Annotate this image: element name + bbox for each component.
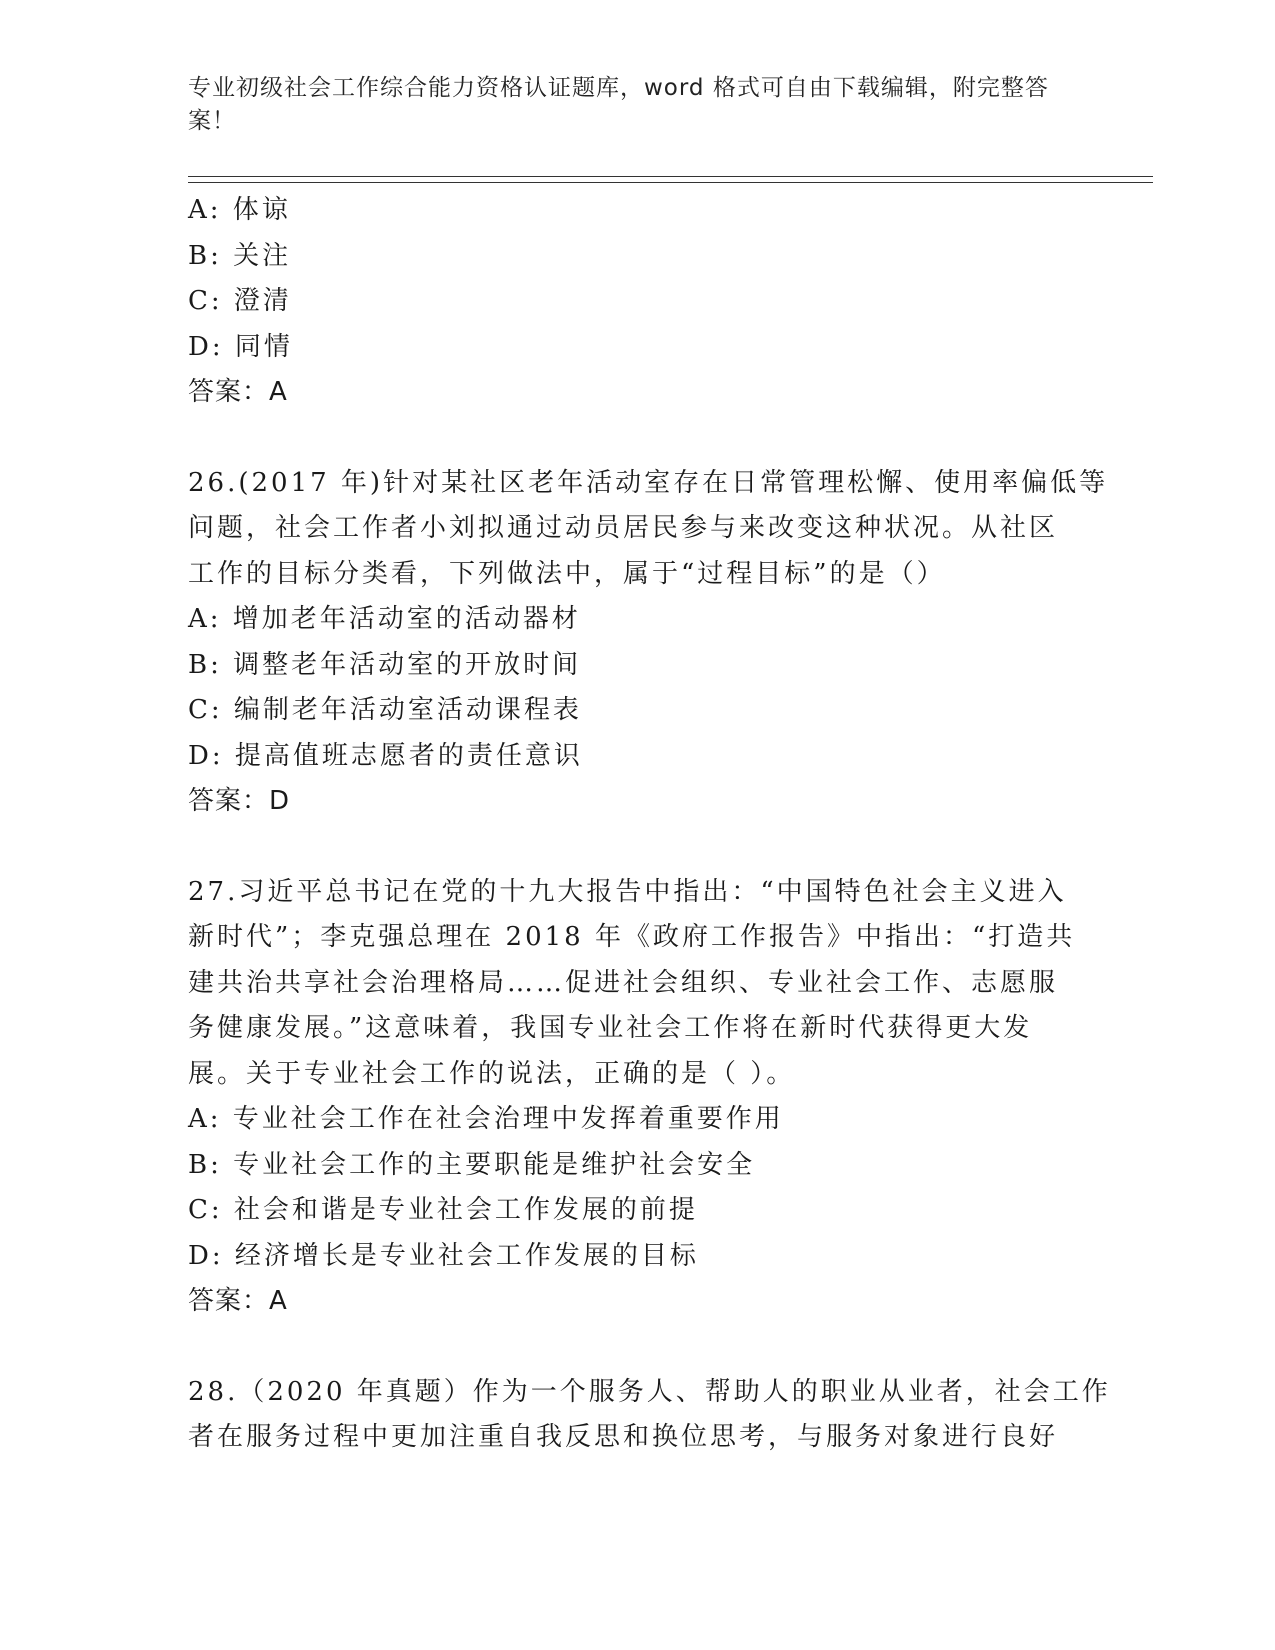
option-b: B: 专业社会工作的主要职能是维护社会安全 <box>188 1149 756 1180</box>
question-25-block <box>188 188 1088 416</box>
option-c: C: 社会和谐是专业社会工作发展的前提 <box>188 1195 698 1225</box>
question-text-line: 问题，社会工作者小刘拟通过动员居民参与来改变这种状况。从社区 <box>188 513 1059 543</box>
option-d: D: 经济增长是专业社会工作发展的目标 <box>188 1240 699 1271</box>
spacer <box>188 1325 1088 1370</box>
question-text-line: 建共治共享社会治理格局……促进社会组织、专业社会工作、志愿服 <box>188 967 1059 998</box>
option-a: A: 增加老年活动室的活动器材 <box>188 604 581 634</box>
option-d: D: 提高值班志愿者的责任意识 <box>188 740 583 771</box>
option-a: A: 专业社会工作在社会治理中发挥着重要作用 <box>188 1104 784 1134</box>
question-27-block <box>188 870 1088 1325</box>
answer: 答案：D <box>188 786 291 816</box>
spacer <box>188 416 1088 461</box>
header-line-1: 专业初级社会工作综合能力资格认证题库，word 格式可自由下载编辑，附完整答 <box>188 75 1049 101</box>
question-text-line: 工作的目标分类看，下列做法中，属于“过程目标”的是（） <box>188 558 946 589</box>
option-b: B: 调整老年活动室的开放时间 <box>188 649 582 680</box>
answer: 答案：A <box>188 1286 288 1316</box>
question-26-block <box>188 461 1109 825</box>
question-text-line: 新时代”；李克强总理在 2018 年《政府工作报告》中指出：“打造共 <box>188 922 1076 952</box>
answer: 答案：A <box>188 377 288 407</box>
question-text-line: 展。关于专业社会工作的说法，正确的是（ ）。 <box>188 1058 796 1089</box>
header-line-2: 案！ <box>188 108 236 134</box>
document-header <box>188 72 1068 138</box>
option-c: C: 编制老年活动室活动课程表 <box>188 695 582 725</box>
option-b: B: 关注 <box>188 240 292 271</box>
question-text-line: 26.(2017 年)针对某社区老年活动室存在日常管理松懈、使用率偏低等 <box>188 467 1109 498</box>
question-text-line: 务健康发展。”这意味着，我国专业社会工作将在新时代获得更大发 <box>188 1013 1033 1043</box>
question-28-block <box>188 1370 1111 1461</box>
document-body <box>188 188 1111 1461</box>
header-double-rule <box>188 176 1153 183</box>
question-text-line: 者在服务过程中更加注重自我反思和换位思考，与服务对象进行良好 <box>188 1422 1059 1452</box>
question-text-line: 28.（2020 年真题）作为一个服务人、帮助人的职业从业者，社会工作 <box>188 1376 1111 1407</box>
option-a: A: 体谅 <box>188 195 291 225</box>
spacer <box>188 825 1088 870</box>
question-text-line: 27.习近平总书记在党的十九大报告中指出：“中国特色社会主义进入 <box>188 876 1067 907</box>
option-d: D: 同情 <box>188 331 293 362</box>
option-c: C: 澄清 <box>188 286 292 316</box>
